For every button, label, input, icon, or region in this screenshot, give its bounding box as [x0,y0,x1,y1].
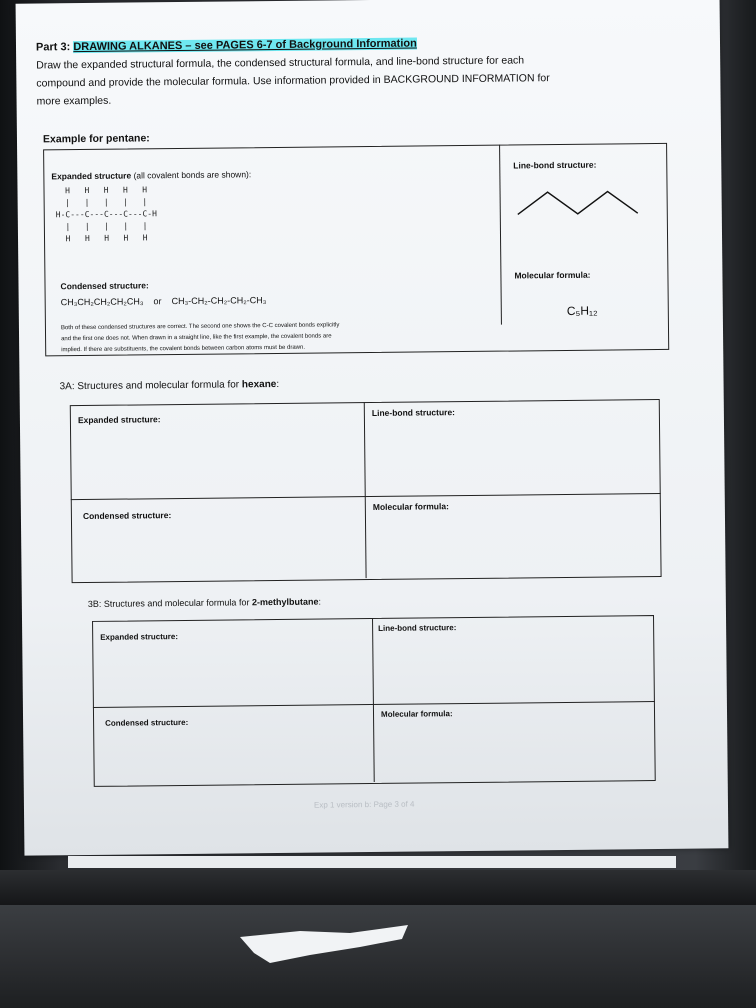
example-expanded-label: Expanded structure [51,170,132,182]
part-title: DRAWING ALKANES – see PAGES 6-7 of Background Information [73,37,417,54]
example-note-1: Both of these condensed structures are correct. The second one shows the C-C covalent bonds explicitly [60,322,340,332]
example-molecular-value: C₅H₁₂ [566,303,598,318]
example-heading: Example for pentane: [42,132,150,146]
expanded-row: H H H H H [55,233,148,244]
worksheet-page [16,0,729,856]
methylbutane-expanded-label[interactable]: Expanded structure: [100,632,179,642]
hexane-expanded-label[interactable]: Expanded structure: [77,414,161,426]
part-label: Part 3: [35,41,71,54]
condensed-or: or [153,296,162,307]
example-expanded-note: (all covalent bonds are shown): [133,169,252,181]
example-condensed-formulas [61,295,267,307]
condensed-formula-1: CH₃CH₂CH₂CH₂CH₃ [60,296,144,308]
next-page-edge [68,856,676,868]
light-glare [240,925,410,965]
section-3a-prefix: 3A: Structures and molecular formula for [59,379,240,393]
monitor-bezel [0,870,756,910]
instructions-line-3: more examples. [36,94,112,108]
pentane-line-bond-drawing [515,185,645,222]
expanded-row: | | | | | [55,221,148,232]
expanded-row: | | | | | [55,197,148,208]
section-3b-compound: 2-methylbutane [251,596,319,608]
hexane-linebond-label[interactable]: Line-bond structure: [371,407,456,419]
section-3a-suffix: : [276,378,280,390]
instructions-line-2: compound and provide the molecular formula. Use information provided in BACKGROUND INFORMATION for [36,72,550,90]
section-3a-compound: hexane [241,378,277,391]
section-3b-heading [88,597,321,609]
methylbutane-linebond-label[interactable]: Line-bond structure: [378,623,457,633]
expanded-row: H-C---C---C---C---C-H [55,209,157,220]
example-linebond-label: Line-bond structure: [513,159,597,171]
hexane-condensed-label[interactable]: Condensed structure: [82,510,172,522]
example-condensed-label: Condensed structure: [60,280,149,292]
page-footer: Exp 1 version b: Page 3 of 4 [313,799,415,810]
methylbutane-condensed-label[interactable]: Condensed structure: [105,717,189,728]
part-heading [36,38,417,54]
example-note-3: implied. If there are substituents, the covalent bonds between carbon atoms must be drawn. [61,344,306,354]
condensed-formula-2: CH₃-CH₂-CH₂-CH₂-CH₃ [171,295,267,307]
example-note-2: and the first one does not. When drawn in a straight line, like the first example, the covalent bonds are [61,333,332,343]
section-3b-suffix: : [318,596,322,607]
expanded-row: H H H H H [55,185,148,196]
example-expanded-heading [51,169,251,181]
methylbutane-molecular-label[interactable]: Molecular formula: [380,709,453,719]
section-3b-prefix: 3B: Structures and molecular formula for [87,597,250,609]
section-3a-heading [60,379,280,392]
example-molecular-label: Molecular formula: [514,269,591,281]
hexane-molecular-label[interactable]: Molecular formula: [372,501,449,512]
pentane-expanded-structure [55,184,157,245]
instructions-line-1: Draw the expanded structural formula, the condensed structural formula, and line-bond structure for each [36,54,525,72]
